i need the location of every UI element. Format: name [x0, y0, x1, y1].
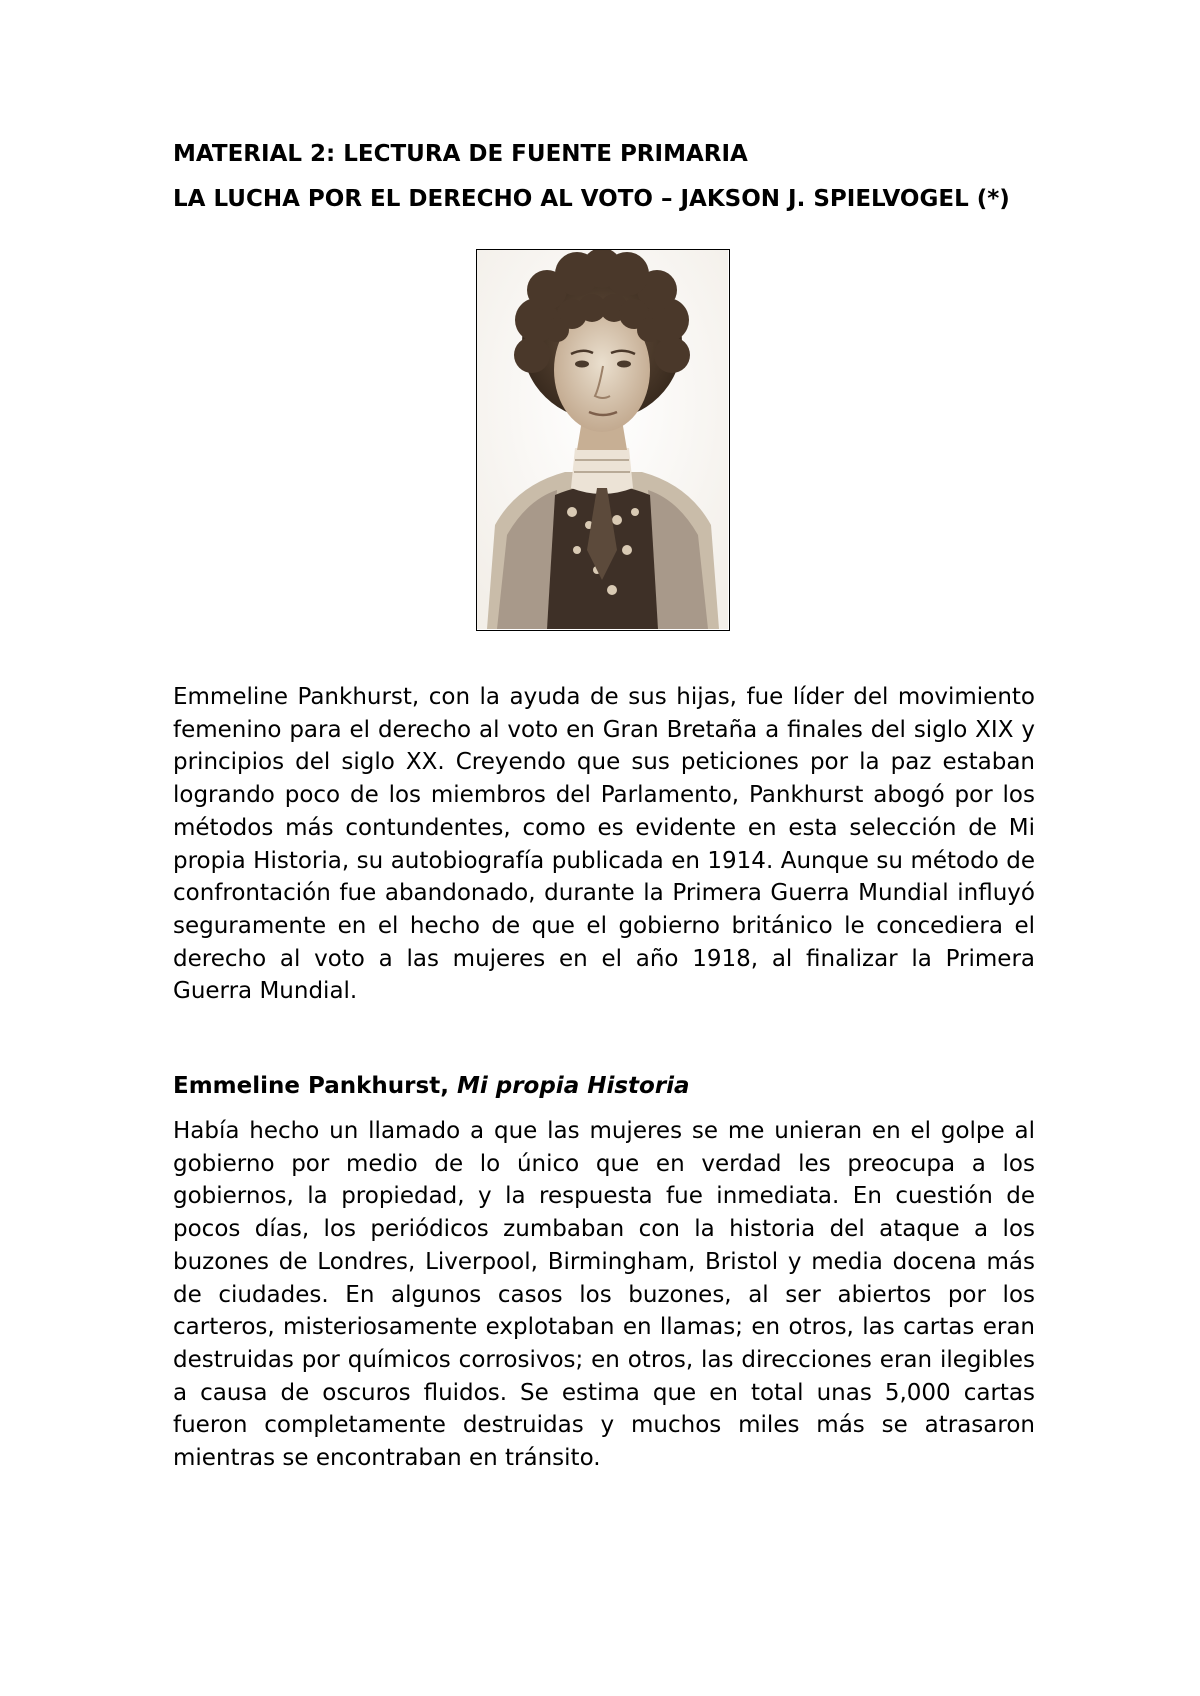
- document-page: [173, 138, 1035, 1475]
- source-author: Emmeline Pankhurst,: [173, 1073, 449, 1100]
- material-heading: MATERIAL 2: LECTURA DE FUENTE PRIMARIA: [173, 141, 748, 167]
- source-title: [173, 1070, 1035, 1103]
- quote-paragraph: Había hecho un llamado a que las mujeres se me unieran en el golpe al gobierno por medio de lo único que en verdad les preocupa a los gobiernos, la propiedad, y la respuesta fue inmediata. En cuestión de pocos días, los periódicos zumbaban con la historia del ataque a los buzones de Londres, Liverpool, Birmingham, Bristol y media docena más de ciudades. En algunos casos los buzones, al ser abiertos por los carteros, misteriosamente explotaban en llamas; en otros, las cartas eran destruidas por químicos corrosivos; en otros, las direcciones eran ilegibles a causa de oscuros fluidos. Se estima que en total unas 5,000 cartas fueron completamente destruidas y muchos miles más se atrasaron mientras se encontraban en tránsito.: [173, 1118, 1035, 1472]
- portrait-image: [476, 249, 730, 631]
- intro-paragraph: Emmeline Pankhurst, con la ayuda de sus hijas, fue líder del movimiento femenino para el derecho al voto en Gran Bretaña a finales del siglo XIX y principios del siglo XX. Creyendo que sus peticiones por la paz estaban logrando poco de los miembros del Parlamento, Pankhurst abogó por los métodos más contundentes, como es evidente en esta selección de Mi propia Historia, su autobiografía publicada en 1914. Aunque su método de confrontación fue abandonado, durante la Primera Guerra Mundial influyó seguramente en el hecho de que el gobierno británico le concediera el derecho al voto a las mujeres en el año 1918, al finalizar la Primera Guerra Mundial.: [173, 684, 1035, 1005]
- portrait-of-emmeline-pankhurst-icon: [477, 250, 728, 629]
- document-title: LA LUCHA POR EL DERECHO AL VOTO – JAKSON J. SPIELVOGEL (*): [173, 186, 1010, 212]
- source-work: Mi propia Historia: [456, 1073, 690, 1100]
